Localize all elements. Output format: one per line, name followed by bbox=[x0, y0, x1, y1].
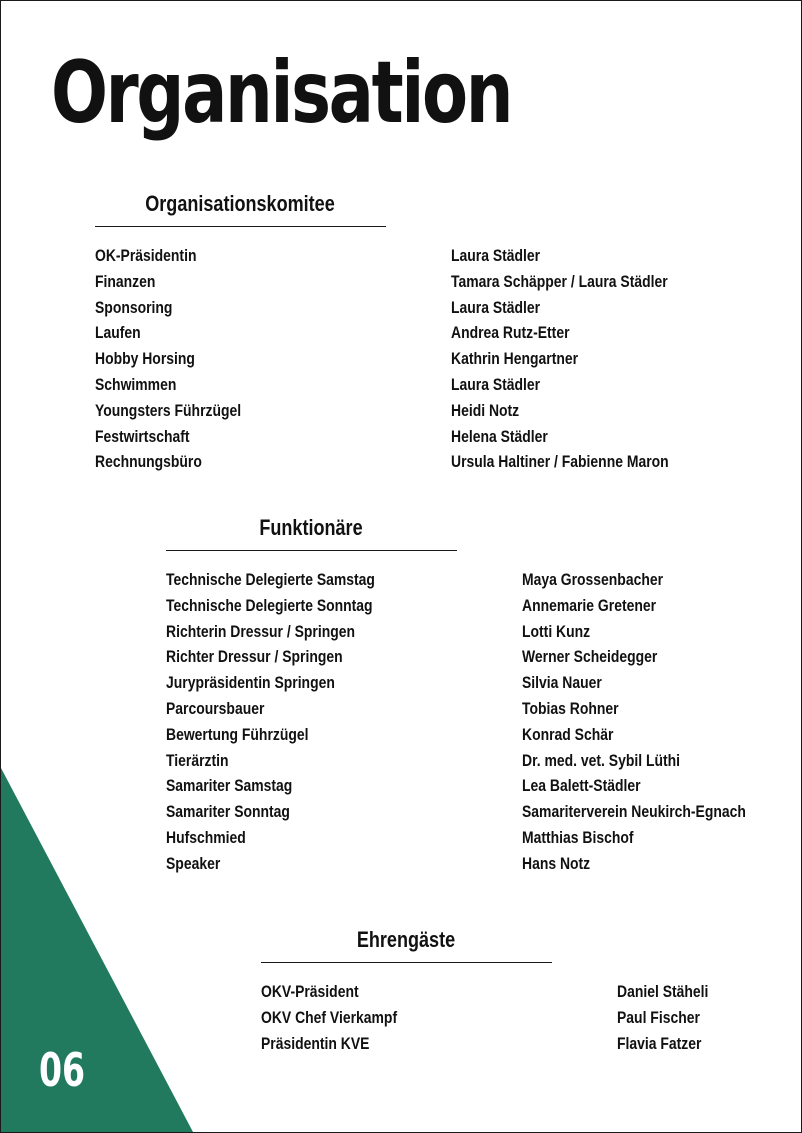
person-name: Daniel Stäheli bbox=[617, 982, 709, 1001]
person-name: Maya Grossenbacher bbox=[522, 570, 664, 589]
person-name: Dr. med. vet. Sybil Lüthi bbox=[522, 750, 681, 770]
page-title: Organisation bbox=[51, 43, 512, 143]
person-name: Lotti Kunz bbox=[522, 621, 591, 641]
person-name: Paul Fischer bbox=[617, 1007, 700, 1027]
role-label: OKV-Präsident bbox=[261, 982, 359, 1001]
person-name: Kathrin Hengartner bbox=[451, 349, 579, 369]
person-name: Laura Städler bbox=[451, 297, 541, 317]
role-label: Richter Dressur / Springen bbox=[166, 647, 343, 667]
section-heading: Organisationskomitee bbox=[145, 191, 335, 216]
person-name: Andrea Rutz-Etter bbox=[451, 323, 570, 343]
role-label: Präsidentin KVE bbox=[261, 1033, 370, 1053]
person-name: Lea Balett-Städler bbox=[522, 776, 641, 796]
role-label: Hobby Horsing bbox=[95, 349, 195, 369]
person-name: Laura Städler bbox=[451, 374, 541, 394]
section-divider bbox=[261, 962, 552, 963]
person-name: Tamara Schäpper / Laura Städler bbox=[451, 271, 668, 291]
role-label: Speaker bbox=[166, 853, 221, 873]
section-divider bbox=[166, 550, 457, 551]
role-label: OK-Präsidentin bbox=[95, 246, 197, 265]
section-heading: Funktionäre bbox=[259, 515, 363, 540]
role-label: Jurypräsidentin Springen bbox=[166, 673, 335, 693]
role-label: Rechnungsbüro bbox=[95, 452, 202, 472]
role-label: Schwimmen bbox=[95, 374, 177, 394]
section-heading: Ehrengäste bbox=[356, 927, 456, 952]
role-label: Sponsoring bbox=[95, 297, 173, 317]
section-divider bbox=[95, 226, 386, 227]
person-name: Konrad Schär bbox=[522, 724, 614, 744]
page-number: 06 bbox=[39, 1043, 86, 1097]
role-label: Bewertung Führzügel bbox=[166, 724, 309, 744]
role-label: Youngsters Führzügel bbox=[95, 400, 242, 420]
person-name: Helena Städler bbox=[451, 426, 548, 446]
person-name: Annemarie Gretener bbox=[522, 595, 657, 615]
role-label: Hufschmied bbox=[166, 827, 246, 847]
person-name: Flavia Fatzer bbox=[617, 1033, 702, 1053]
person-name: Werner Scheidegger bbox=[522, 647, 658, 667]
role-label: Technische Delegierte Samstag bbox=[166, 570, 375, 589]
role-label: Festwirtschaft bbox=[95, 426, 190, 446]
person-name: Matthias Bischof bbox=[522, 827, 634, 847]
person-name: Silvia Nauer bbox=[522, 673, 602, 693]
role-label: Tierärztin bbox=[166, 750, 229, 770]
role-label: Parcoursbauer bbox=[166, 698, 265, 718]
role-label: Technische Delegierte Sonntag bbox=[166, 595, 373, 615]
person-name: Laura Städler bbox=[451, 246, 541, 265]
role-label: OKV Chef Vierkampf bbox=[261, 1007, 398, 1027]
role-label: Richterin Dressur / Springen bbox=[166, 621, 356, 641]
person-name: Samariterverein Neukirch-Egnach bbox=[522, 802, 746, 822]
person-name: Tobias Rohner bbox=[522, 698, 619, 718]
role-label: Samariter Sonntag bbox=[166, 802, 290, 822]
person-name: Ursula Haltiner / Fabienne Maron bbox=[451, 452, 669, 472]
role-label: Finanzen bbox=[95, 271, 156, 291]
person-name: Hans Notz bbox=[522, 853, 591, 873]
role-label: Samariter Samstag bbox=[166, 776, 293, 796]
role-label: Laufen bbox=[95, 323, 141, 343]
person-name: Heidi Notz bbox=[451, 400, 520, 420]
corner-accent-triangle bbox=[1, 768, 193, 1132]
